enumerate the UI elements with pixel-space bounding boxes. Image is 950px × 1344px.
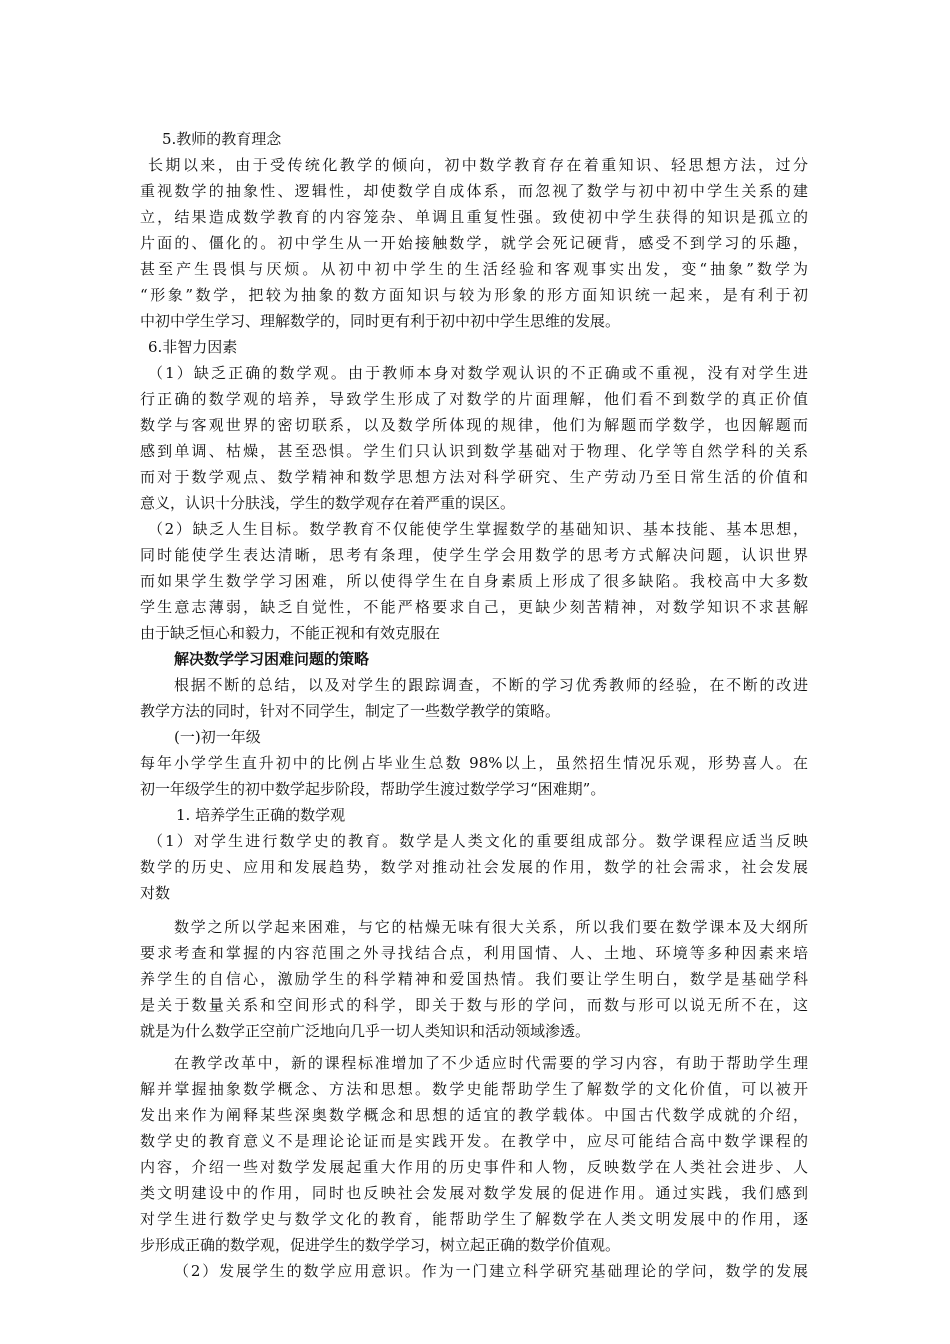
- paragraph-line: 立，结果造成数学教育的内容笼杂、单调且重复性强。致使初中学生获得的知识是孤立的: [140, 208, 808, 226]
- paragraph-line: （2）发展学生的数学应用意识。作为一门建立科学研究基础理论的学问，数学的发展: [174, 1262, 808, 1280]
- paragraph-line: 类文明建设中的作用，同时也反映社会发展对数学发展的促进作用。通过实践，我们感到: [140, 1184, 808, 1202]
- paragraph-line: 对数: [140, 884, 171, 902]
- paragraph-line: 片面的、僵化的。初中学生从一开始接触数学，就学会死记硬背，感受不到学习的乐趣，: [140, 234, 808, 252]
- paragraph-line: 初一年级学生的初中数学起步阶段，帮助学生渡过数学学习“困难期”。: [140, 780, 606, 798]
- paragraph-line: 数学之所以学起来困难，与它的枯燥无味有很大关系，所以我们要在数学课本及大纲所: [174, 918, 808, 936]
- paragraph-line: （1）对学生进行数学史的教育。数学是人类文化的重要组成部分。数学课程应适当反映: [148, 832, 808, 850]
- paragraph-line: （1）缺乏正确的数学观。由于教师本身对数学观认识的不正确或不重视，没有对学生进: [148, 364, 808, 382]
- paragraph-line: 教学方法的同时，针对不同学生，制定了一些数学教学的策略。: [140, 702, 561, 720]
- paragraph-line: 养学生的自信心，激励学生的科学精神和爱国热情。我们要让学生明白，数学是基础学科: [140, 970, 808, 988]
- paragraph-line: 就是为什么数学正空前广泛地向几乎一切人类知识和活动领域渗透。: [140, 1022, 591, 1040]
- section-heading: 解决数学学习困难问题的策略: [174, 650, 370, 668]
- list-heading: 1. 培养学生正确的数学观: [176, 806, 346, 824]
- paragraph-line: 而对于数学观点、数学精神和数学思想方法对科学研究、生产劳动乃至日常生活的价值和: [140, 468, 808, 486]
- paragraph-line: 行正确的数学观的培养，导致学生形成了对数学的片面理解，他们看不到数学的真正价值: [140, 390, 808, 408]
- paragraph-line: 中初中学生学习、理解数学的，同时更有利于初中初中学生思维的发展。: [140, 312, 621, 330]
- paragraph-line: 对学生进行数学史与数学文化的教育，能帮助学生了解数学在人类文明发展中的作用，逐: [140, 1210, 808, 1228]
- paragraph-line: 是关于数量关系和空间形式的科学，即关于数与形的学问，而数与形可以说无所不在，这: [140, 996, 808, 1014]
- paragraph-line: 根据不断的总结，以及对学生的跟踪调查，不断的学习优秀教师的经验，在不断的改进: [174, 676, 808, 694]
- paragraph-line: 意义，认识十分肤浅，学生的数学观存在着严重的误区。: [140, 494, 516, 512]
- paragraph-line: 长期以来，由于受传统化教学的倾向，初中数学教育存在着重知识、轻思想方法，过分: [148, 156, 808, 174]
- paragraph-line: 内容，介绍一些对数学发展起重大作用的历史事件和人物，反映数学在人类社会进步、人: [140, 1158, 808, 1176]
- paragraph-line: 而如果学生数学学习困难，所以使得学生在自身素质上形成了很多缺陷。我校高中大多数: [140, 572, 808, 590]
- section-heading: 5.教师的教育理念: [162, 130, 282, 148]
- paragraph-line: （2）缺乏人生目标。数学教育不仅能使学生掌握数学的基础知识、基本技能、基本思想，: [148, 520, 808, 538]
- paragraph-line: 数学的历史、应用和发展趋势，数学对推动社会发展的作用，数学的社会需求，社会发展: [140, 858, 808, 876]
- paragraph-line: 每年小学学生直升初中的比例占毕业生总数 98%以上，虽然招生情况乐观，形势喜人。在: [140, 754, 808, 772]
- paragraph-line: 学生意志薄弱，缺乏自觉性，不能严格要求自己，更缺少刻苦精神，对数学知识不求甚解: [140, 598, 808, 616]
- paragraph-line: 步形成正确的数学观，促进学生的数学学习，树立起正确的数学价值观。: [140, 1236, 621, 1254]
- paragraph-line: “形象”数学，把较为抽象的数方面知识与较为形象的形方面知识统一起来，是有利于初: [140, 286, 808, 304]
- paragraph-line: 由于缺乏恒心和毅力，不能正视和有效克服在: [140, 624, 441, 642]
- section-heading: 6.非智力因素: [148, 338, 238, 356]
- paragraph-line: 重视数学的抽象性、逻辑性，却使数学自成体系，而忽视了数学与初中初中学生关系的建: [140, 182, 808, 200]
- paragraph-line: 在教学改革中，新的课程标准增加了不少适应时代需要的学习内容，有助于帮助学生理: [174, 1054, 808, 1072]
- paragraph-line: 数学史的教育意义不是理论论证而是实践开发。在教学中，应尽可能结合高中数学课程的: [140, 1132, 808, 1150]
- paragraph-line: 甚至产生畏惧与厌烦。从初中初中学生的生活经验和客观事实出发，变“抽象”数学为: [140, 260, 808, 278]
- paragraph-line: 感到单调、枯燥，甚至恐惧。学生们只认识到数学基础对于物理、化学等自然学科的关系: [140, 442, 808, 460]
- paragraph-line: 数学与客观世界的密切联系，以及数学所体现的规律，他们为解题而学数学，也因解题而: [140, 416, 808, 434]
- paragraph-line: 要求考查和掌握的内容范围之外寻找结合点，利用国情、人、土地、环境等多种因素来培: [140, 944, 808, 962]
- paragraph-line: 解并掌握抽象数学概念、方法和思想。数学史能帮助学生了解数学的文化价值，可以被开: [140, 1080, 808, 1098]
- subsection-heading: (一)初一年级: [174, 728, 261, 746]
- paragraph-line: 同时能使学生表达清晰，思考有条理，使学生学会用数学的思考方式解决问题，认识世界: [140, 546, 808, 564]
- paragraph-line: 发出来作为阐释某些深奥数学概念和思想的适宜的教学载体。中国古代数学成就的介绍，: [140, 1106, 808, 1124]
